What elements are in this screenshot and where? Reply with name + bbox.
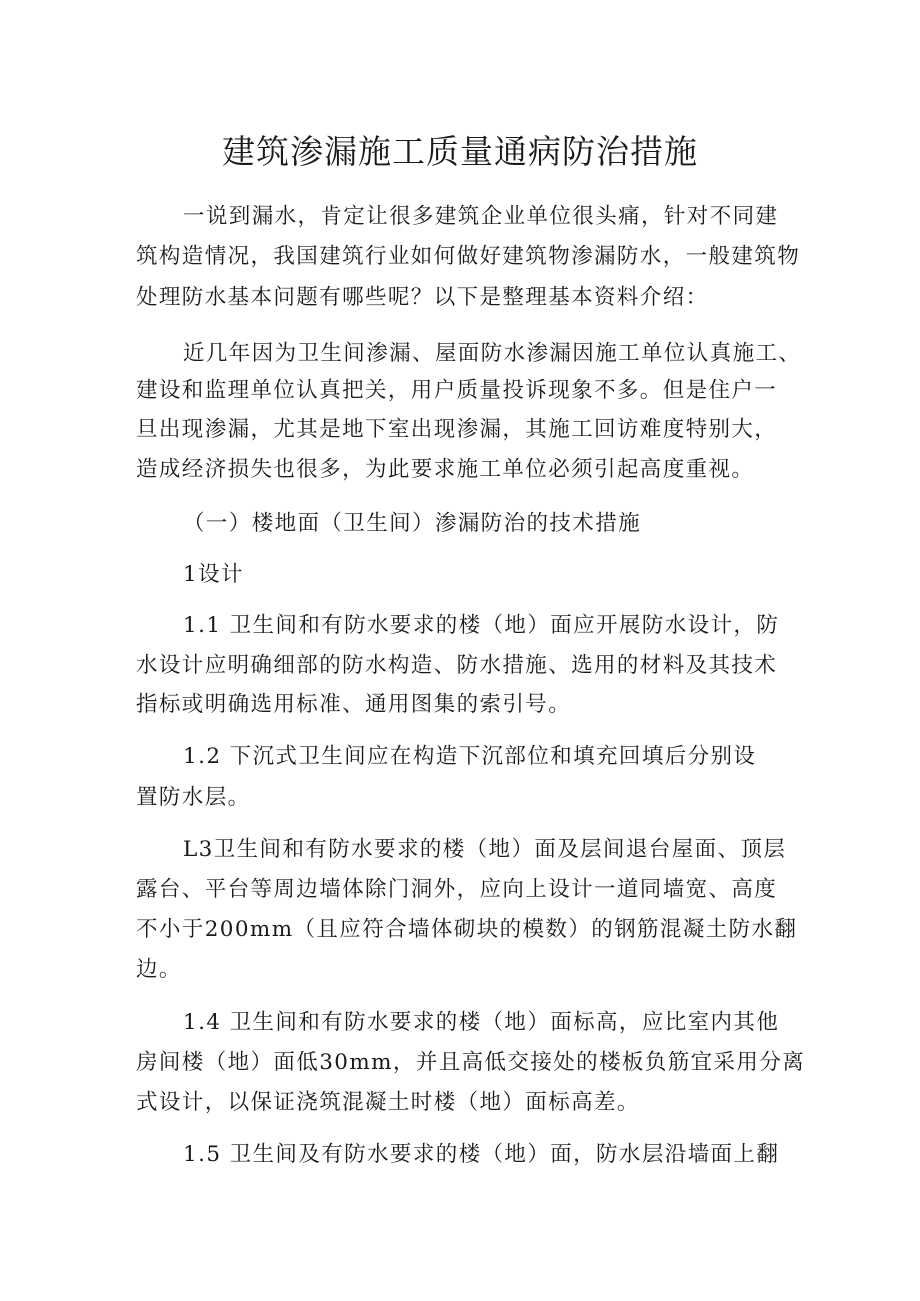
- intro-line-3: 处理防水基本问题有哪些呢？以下是整理基本资料介绍：: [136, 285, 709, 310]
- intro-line-1: 一说到漏水，肯定让很多建筑企业单位很头痛，针对不同建: [183, 204, 779, 229]
- item-1-4-line-3: 式设计，以保证浇筑混凝土时楼（地）面标高差。: [136, 1090, 640, 1115]
- background-line-2: 建设和监理单位认真把关，用户质量投诉现象不多。但是住户一: [136, 378, 778, 403]
- item-1-4-line-2: 房间楼（地）面低30mm，并且高低交接处的楼板负筋宜采用分离: [136, 1050, 806, 1075]
- item-1-1-line-3: 指标或明确选用标准、通用图集的索引号。: [136, 692, 572, 717]
- item-1-4-line-1: 1.4 卫生间和有防水要求的楼（地）面标高，应比室内其他: [183, 1010, 780, 1035]
- item-1-5-line-1: 1.5 卫生间及有防水要求的楼（地）面，防水层沿墙面上翻: [183, 1142, 780, 1167]
- background-line-1: 近几年因为卫生间渗漏、屋面防水渗漏因施工单位认真施工、: [183, 341, 802, 366]
- item-1-3-line-2: 露台、平台等周边墙体除门洞外，应向上设计一道同墙宽、高度: [136, 877, 778, 902]
- item-1-2-line-1: 1.2 下沉式卫生间应在构造下沉部位和填充回填后分别设: [183, 744, 757, 769]
- intro-line-2: 筑构造情况，我国建筑行业如何做好建筑物渗漏防水，一般建筑物: [136, 244, 801, 269]
- item-1-1-line-2: 水设计应明确细部的防水构造、防水措施、选用的材料及其技术: [136, 653, 778, 678]
- item-1-3-line-4: 边。: [136, 957, 182, 982]
- background-line-4: 造成经济损失也很多，为此要求施工单位必须引起高度重视。: [136, 457, 755, 482]
- item-1-3-line-1: L3卫生间和有防水要求的楼（地）面及层间退台屋面、顶层: [183, 837, 787, 862]
- item-1-3-line-3: 不小于200mm（且应符合墙体砌块的模数）的钢筋混凝土防水翻: [136, 917, 798, 942]
- section-heading: （一）楼地面（卫生间）渗漏防治的技术措施: [183, 511, 642, 536]
- item-1-1-line-1: 1.1 卫生间和有防水要求的楼（地）面应开展防水设计，防: [183, 613, 780, 638]
- subsection-heading: 1设计: [183, 562, 244, 587]
- document-title: 建筑渗漏施工质量通病防治措施: [222, 132, 698, 171]
- background-line-3: 旦出现渗漏，尤其是地下室出现渗漏，其施工回访难度特别大，: [136, 417, 778, 442]
- item-1-2-line-2: 置防水层。: [136, 785, 251, 810]
